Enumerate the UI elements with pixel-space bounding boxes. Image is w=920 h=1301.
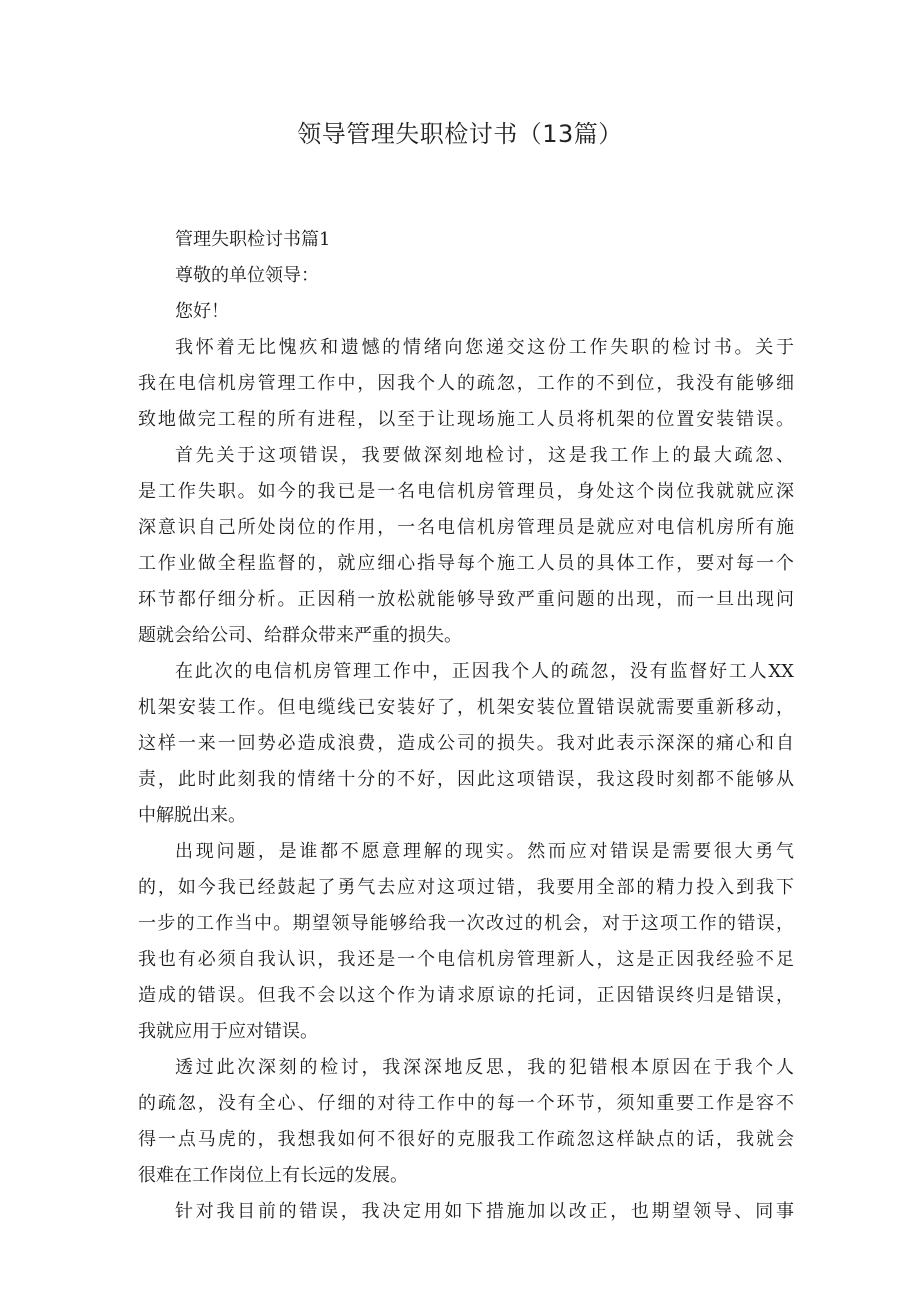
- section-heading: 管理失职检讨书篇1: [175, 229, 331, 250]
- document-title: 领导管理失职检讨书（13篇）: [297, 120, 623, 148]
- salutation: 尊敬的单位领导：: [175, 265, 319, 286]
- paragraph-line: 我也有必须自我认识，我还是一个电信机房管理新人，这是正因我经验不足: [138, 949, 794, 970]
- document-body: [138, 222, 794, 1230]
- paragraph-line: 中解脱出来。: [138, 805, 246, 826]
- paragraph-line: 责，此时此刻我的情绪十分的不好，因此这项错误，我这段时刻都不能够从: [138, 769, 794, 790]
- paragraph-line: 造成的错误。但我不会以这个作为请求原谅的托词，正因错误终归是错误，: [138, 985, 794, 1006]
- paragraph-line: 我怀着无比愧疚和遗憾的情绪向您递交这份工作失职的检讨书。关于: [175, 337, 794, 358]
- paragraph-line: 透过此次深刻的检讨，我深深地反思，我的犯错根本原因在于我个人: [175, 1057, 794, 1078]
- paragraph-line: 出现问题，是谁都不愿意理解的现实。然而应对错误是需要很大勇气: [175, 841, 794, 862]
- paragraph-line: 针对我目前的错误，我决定用如下措施加以改正，也期望领导、同事: [175, 1201, 794, 1222]
- paragraph-line: 题就会给公司、给群众带来严重的损失。: [138, 625, 462, 646]
- paragraph-line: 工作业做全程监督的，就应细心指导每个施工人员的具体工作，要对每一个: [138, 553, 794, 574]
- paragraph-line: 一步的工作当中。期望领导能够给我一次改过的机会，对于这项工作的错误，: [138, 913, 794, 934]
- paragraph-line: 的，如今我已经鼓起了勇气去应对这项过错，我要用全部的精力投入到我下: [138, 877, 794, 898]
- paragraph: [138, 654, 794, 834]
- paragraph-line: 深意识自己所处岗位的作用，一名电信机房管理员是就应对电信机房所有施: [138, 517, 794, 538]
- paragraph: [138, 1194, 794, 1230]
- paragraph-line: 在此次的电信机房管理工作中，正因我个人的疏忽，没有监督好工人XX: [175, 661, 794, 682]
- paragraph: [138, 1050, 794, 1194]
- paragraph-line: 得一点马虎的，我想我如何不很好的克服我工作疏忽这样缺点的话，我就会: [138, 1129, 794, 1150]
- paragraph-line: 的疏忽，没有全心、仔细的对待工作中的每一个环节，须知重要工作是容不: [138, 1093, 794, 1114]
- paragraph-line: 这样一来一回势必造成浪费，造成公司的损失。我对此表示深深的痛心和自: [138, 733, 794, 754]
- paragraph-line: 很难在工作岗位上有长远的发展。: [138, 1165, 408, 1186]
- paragraph-line: 致地做完工程的所有进程，以至于让现场施工人员将机架的位置安装错误。: [138, 409, 794, 430]
- greeting: 您好！: [175, 301, 229, 322]
- paragraph: [138, 834, 794, 1050]
- paragraph-line: 是工作失职。如今的我已是一名电信机房管理员，身处这个岗位我就就应深: [138, 481, 794, 502]
- paragraph-line: 首先关于这项错误，我要做深刻地检讨，这是我工作上的最大疏忽、: [175, 445, 794, 466]
- paragraph-line: 我就应用于应对错误。: [138, 1021, 318, 1042]
- paragraph: [138, 438, 794, 654]
- paragraph-line: 我在电信机房管理工作中，因我个人的疏忽，工作的不到位，我没有能够细: [138, 373, 794, 394]
- paragraph: [138, 330, 794, 438]
- paragraph-line: 机架安装工作。但电缆线已安装好了，机架安装位置错误就需要重新移动，: [138, 697, 794, 718]
- paragraph-line: 环节都仔细分析。正因稍一放松就能够导致严重问题的出现，而一旦出现问: [138, 589, 794, 610]
